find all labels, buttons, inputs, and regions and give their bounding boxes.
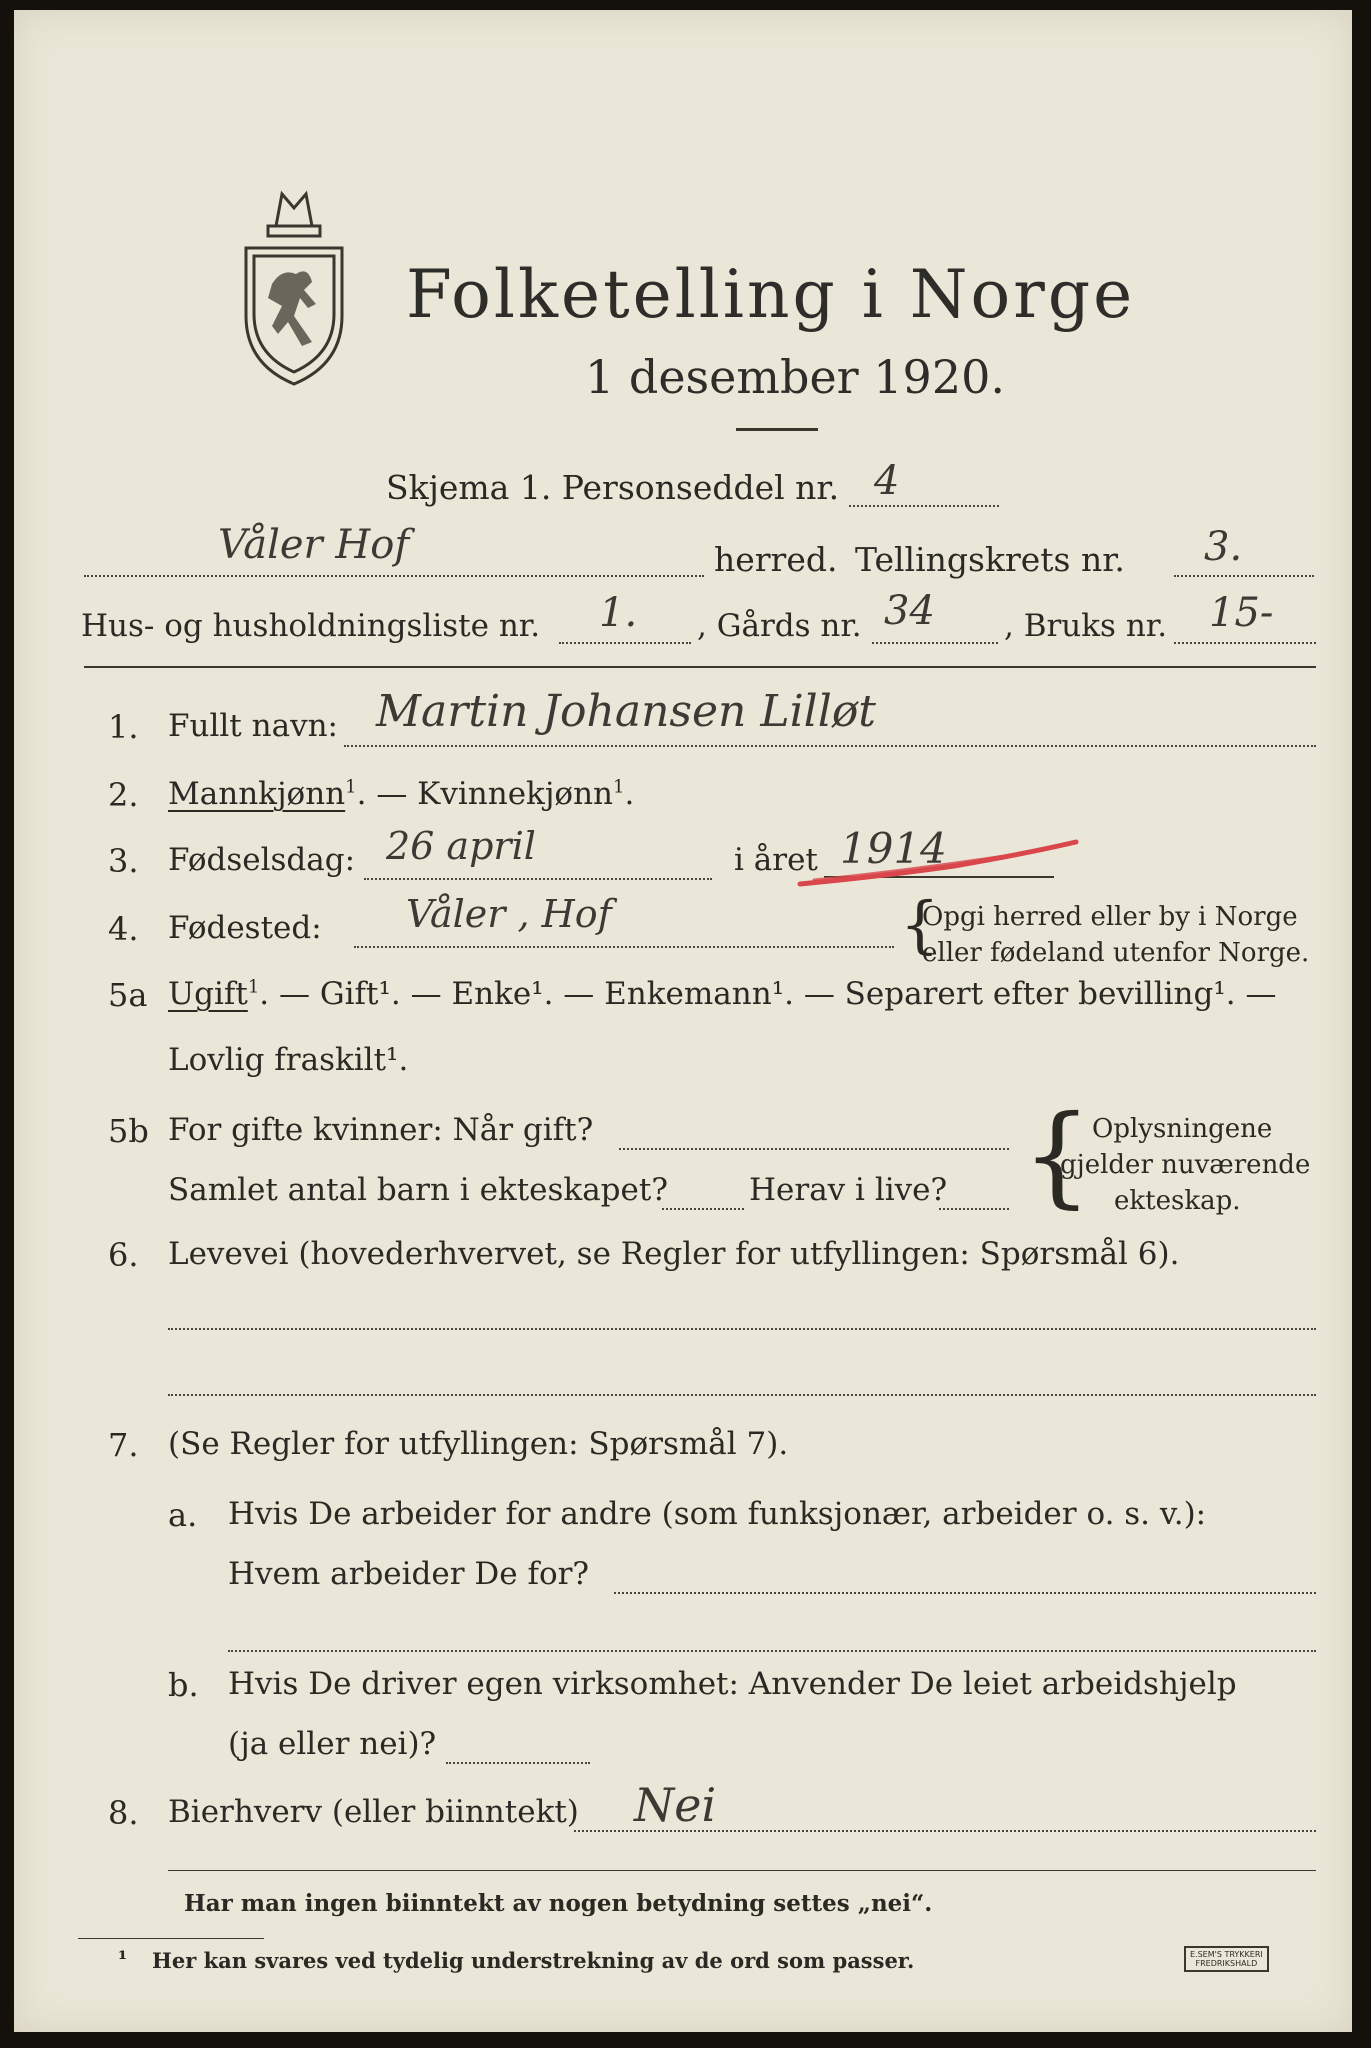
q5b-line-1: For gifte kvinner: Når gift? [168,1112,594,1148]
ugift-option[interactable]: Ugift [168,976,248,1012]
q7b-line-1: Hvis De driver egen virksomhet: Anvender De leiet arbeidshjelp [228,1666,1237,1702]
title-rule [736,428,818,431]
q4-label: Fødested: [168,910,322,946]
red-pencil-mark [794,836,1084,892]
q7-number: 7. [108,1426,139,1464]
herred-label: herred. [714,540,838,579]
herred-line[interactable] [84,575,704,577]
birthplace-line[interactable] [354,946,894,948]
q1-number: 1. [108,708,139,746]
q1-label: Fullt navn: [168,708,338,744]
q5b-note-line-2: gjelder nuværende [1060,1150,1311,1180]
schema-label: Skjema 1. Personseddel nr. [386,468,840,507]
year-label: i året [734,842,818,878]
q8-label: Bierhverv (eller biinntekt) [168,1794,579,1830]
ugift-footnote-mark: 1 [247,976,260,998]
norway-coat-of-arms-icon [238,186,350,388]
q5b-note-brace: { [1022,1091,1092,1219]
full-name-value: Martin Johansen Lilløt [376,686,876,737]
husholdningsliste-label: Hus- og husholdningsliste nr. [81,608,541,644]
q7b-line-2: (ja eller nei)? [228,1726,437,1762]
q4-note-line-2: eller fødeland utenfor Norge. [922,938,1310,968]
q4-note-brace: { [900,888,940,961]
husholdningsliste-number: 1. [599,590,638,636]
q5a-line-2[interactable]: Lovlig fraskilt¹. [168,1042,409,1078]
mannkjonn-option[interactable]: Mannkjønn [168,776,346,812]
bruks-number: 15- [1209,590,1274,636]
side-income-value: Nei [634,1778,717,1832]
gards-label: , Gårds nr. [697,608,862,644]
kvinnekjonn-option[interactable]: Kvinnekjønn [417,776,614,812]
q7a-letter: a. [168,1496,198,1534]
footnote-mark: ¹ [118,1946,128,1971]
employer-line-1[interactable] [614,1592,1316,1594]
q6-number: 6. [108,1236,139,1274]
q5b-alive-label: Herav i live? [749,1172,948,1208]
bruks-label: , Bruks nr. [1004,608,1168,644]
q2-footnote-mark-1: 1 [345,776,357,798]
footnote-text: Her kan svares ved tydelig understrekning av de ord som passer. [152,1948,915,1973]
footnote-rule [78,1938,264,1939]
printer-stamp-line-1: E.SEM'S TRYKKERI [1190,1950,1263,1959]
husholdningsliste-line[interactable] [559,642,691,644]
q2-gender-options [168,776,634,812]
tellingskrets-label: Tellingskrets nr. [855,540,1125,579]
q8-number: 8. [108,1794,139,1832]
personseddel-number: 4 [874,458,900,504]
gards-line[interactable] [872,642,998,644]
q4-number: 4. [108,910,139,948]
employer-line-2[interactable] [228,1650,1316,1652]
q6-label: Levevei (hovederhvervet, se Regler for utfyllingen: Spørsmål 6). [168,1236,1180,1272]
birthday-line[interactable] [364,878,712,880]
q2-footnote-mark-2: 1 [613,776,625,798]
q2-number: 2. [108,776,139,814]
section-end-rule [168,1870,1316,1871]
hired-help-line[interactable] [446,1762,590,1764]
birthplace-value: Våler , Hof [406,892,612,936]
q7b-letter: b. [168,1666,199,1704]
q2-end: . [624,776,635,812]
q5b-number: 5b [108,1112,149,1150]
q5a-number: 5a [108,976,148,1014]
tellingskrets-line[interactable] [1174,575,1314,577]
q2-dash: . — [356,776,418,812]
q4-note-line-1: Opgi herred eller by i Norge [922,902,1298,932]
q7a-line-2: Hvem arbeider De for? [228,1556,590,1592]
q5b-note-line-3: ekteskap. [1114,1186,1241,1216]
q5b-note-line-1: Oplysningene [1092,1114,1273,1144]
census-form-page [14,10,1352,2032]
printer-stamp-line-2: FREDRIKSHALD [1195,1959,1258,1968]
gards-number: 34 [884,588,935,634]
q5a-other-options[interactable]: . — Gift¹. — Enke¹. — Enkemann¹. — Separert efter bevilling¹. — [259,976,1277,1012]
form-title: Folketelling i Norge [406,256,1136,333]
full-name-line[interactable] [344,745,1316,747]
personseddel-line[interactable] [849,505,999,507]
q5b-children-label: Samlet antal barn i ekteskapet? [168,1172,668,1208]
children-count-line[interactable] [662,1208,744,1210]
no-income-note: Har man ingen biinntekt av nogen betydning settes „nei“. [184,1890,933,1917]
occupation-line-1[interactable] [168,1328,1316,1330]
birthday-value: 26 april [386,824,536,868]
year-value: 1914 [840,824,947,873]
header-separator [84,666,1316,668]
married-when-line[interactable] [619,1148,1009,1150]
q5a-options [168,976,1276,1012]
herred-handwritten: Våler Hof [218,522,410,568]
form-subtitle: 1 desember 1920. [585,350,1005,404]
children-alive-line[interactable] [939,1208,1009,1210]
tellingskrets-number: 3. [1204,524,1243,570]
q3-number: 3. [108,842,139,880]
occupation-line-2[interactable] [168,1394,1316,1396]
q3-label: Fødselsdag: [168,842,356,878]
q7-label: (Se Regler for utfyllingen: Spørsmål 7). [168,1426,789,1462]
printer-stamp [1184,1946,1269,1972]
q7a-line-1: Hvis De arbeider for andre (som funksjonær, arbeider o. s. v.): [228,1496,1207,1532]
bruks-line[interactable] [1174,642,1316,644]
